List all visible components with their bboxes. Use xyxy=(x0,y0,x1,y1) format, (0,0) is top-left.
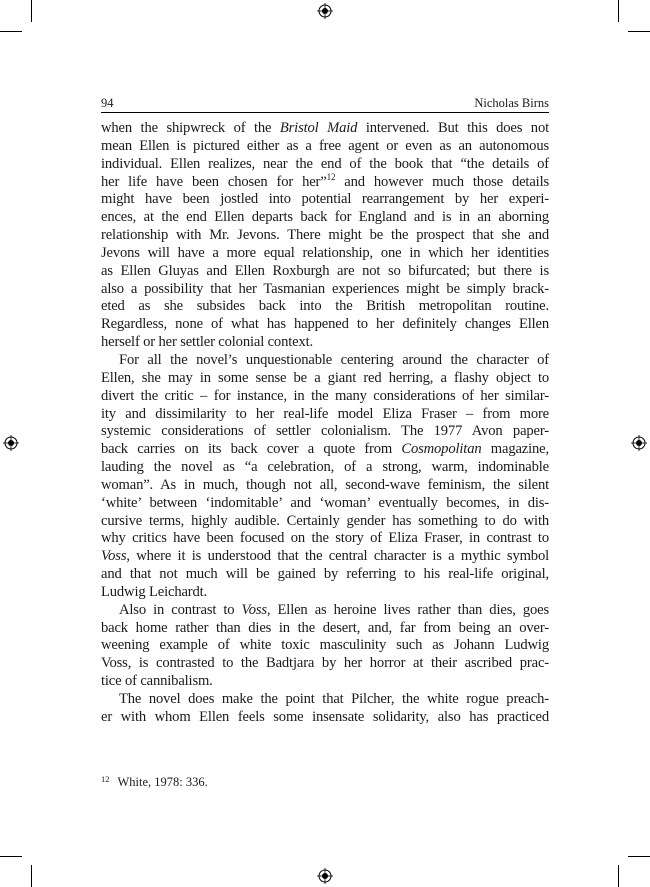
footnote-number: 12 xyxy=(101,774,110,784)
text-line: weening example of white toxic masculinity such as Johann Ludwig xyxy=(101,637,549,654)
text-line: individual. Ellen realizes, near the end of the book that “the details of xyxy=(101,155,549,172)
crop-mark xyxy=(31,865,32,887)
text-line: mean Ellen is pictured either as a free agent or even as an autonomous xyxy=(101,137,549,154)
registration-mark-icon xyxy=(631,435,647,451)
text-line: her life have been chosen for her”$^{12}$ and however much those details xyxy=(101,171,549,190)
text-line: herself or her settler colonial context. xyxy=(101,334,314,351)
text-line: might have been jostled into potential rearrangement by her experi- xyxy=(101,191,549,208)
text-line: back home rather than dies in the desert, and, far from being an over- xyxy=(101,619,549,636)
text-line: Ludwig Leichardt. xyxy=(101,583,208,600)
paragraph xyxy=(101,602,549,691)
italic-title: Voss xyxy=(241,601,267,618)
text-line: when the shipwreck of the Bristol Maid intervened. But this does not xyxy=(101,120,549,136)
italic-title: Bristol Maid xyxy=(279,120,358,136)
crop-mark xyxy=(0,856,22,857)
text-line: why critics have been focused on the story of Eliza Fraser, in contrast to xyxy=(101,530,549,547)
text-line: as Ellen Gluyas and Ellen Roxburgh are not so bifurcated; but there is xyxy=(101,262,549,279)
footnote-ref: 12 xyxy=(326,171,336,182)
body-text xyxy=(101,120,549,727)
text-line: For all the novel’s unquestionable centering around the character of xyxy=(119,351,549,368)
text-line: The novel does make the point that Pilcher, the white rogue preach- xyxy=(119,691,549,707)
running-head xyxy=(101,96,549,113)
text-line: eted as she subsides back into the British metropolitan routine. xyxy=(101,298,549,315)
text-line: ity and dissimilarity to her real-life model Eliza Fraser – from more xyxy=(101,405,549,422)
text-line: woman”. As in much, though not all, second-wave feminism, the silent xyxy=(101,476,549,493)
registration-mark-icon xyxy=(317,3,333,19)
italic-title: Cosmopolitan xyxy=(401,441,482,458)
registration-mark-icon xyxy=(3,435,19,451)
text-line: and that not much will be gained by referring to his real-life original, xyxy=(101,566,549,583)
crop-mark xyxy=(618,865,619,887)
footnote-text: White, 1978: 336. xyxy=(117,775,208,789)
text-line: ‘white’ between ‘indomitable’ and ‘woman’ eventually becomes, in dis- xyxy=(101,494,549,511)
page-number: 94 xyxy=(101,96,114,110)
text-line: ences, at the end Ellen departs back for England and is in an aborning xyxy=(101,209,549,226)
crop-mark xyxy=(628,856,650,857)
text-line: cursive terms, highly audible. Certainly gender has something to do with xyxy=(101,512,549,529)
crop-mark xyxy=(31,0,32,22)
text-line: back carries on its back cover a quote from Cosmopolitan magazine, xyxy=(101,441,549,458)
text-line: also a possibility that her Tasmanian experiences might be simply brack- xyxy=(101,280,549,297)
crop-mark xyxy=(0,31,22,32)
paragraph xyxy=(101,352,549,602)
paragraph xyxy=(101,691,549,727)
footnote xyxy=(101,774,549,790)
text-line: Ellen, she may in some sense be a giant red herring, a flashy object to xyxy=(101,369,549,386)
crop-mark xyxy=(628,31,650,32)
text-line: divert the critic – for instance, in the many considerations of her similar- xyxy=(101,387,549,404)
italic-title: Voss xyxy=(101,548,127,565)
text-line: tice of cannibalism. xyxy=(101,673,213,690)
text-line: systemic considerations of settler colonialism. The 1977 Avon paper- xyxy=(101,423,549,440)
text-line: er with whom Ellen feels some insensate solidarity, also has practiced xyxy=(101,708,549,725)
registration-mark-icon xyxy=(317,868,333,884)
text-line: Voss, is contrasted to the Badtjara by her horror at their ascribed prac- xyxy=(101,655,549,672)
crop-mark xyxy=(618,0,619,22)
running-head-author: Nicholas Birns xyxy=(474,96,549,110)
paragraph xyxy=(101,120,549,352)
text-line: Also in contrast to Voss, Ellen as heroine lives rather than dies, goes xyxy=(119,601,549,618)
text-line: Regardless, none of what has happened to her definitely changes Ellen xyxy=(101,316,549,333)
text-line: Voss, where it is understood that the central character is a mythic symbol xyxy=(101,548,549,565)
text-line: relationship with Mr. Jevons. There might be the prospect that she and xyxy=(101,227,549,244)
text-line: Jevons will have a more equal relationship, one in which her identities xyxy=(101,244,549,261)
text-line: lauding the novel as “a celebration, of a strong, warm, indominable xyxy=(101,459,549,476)
